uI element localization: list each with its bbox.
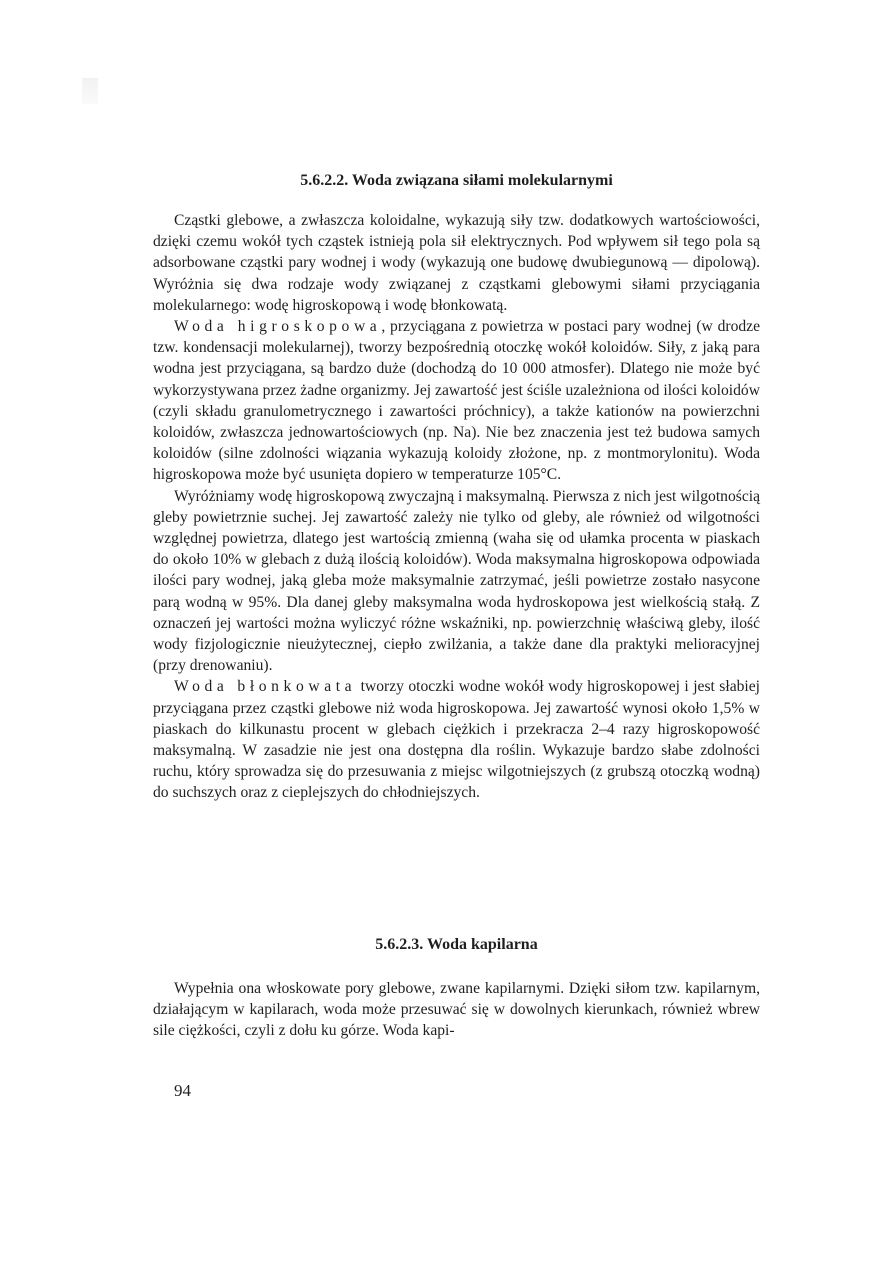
paragraph-intro: Cząstki glebowe, a zwłaszcza koloidalne, wykazują siły tzw. dodatkowych wartościowości, dzięki czemu wokół tych cząstek istnieją pola sił elektrycznych. Pod wpływem sił tego pola są adsorbowane cząstki pary wodnej i wody (wykazują one budowę dwubiegunową — dipolową). Wyróżnia się dwa rodzaje wody związanej z cząstkami glebowymi siłami przyciągania molekularnego: wodę higroskopową i wodę błonkowatą. xyxy=(153,212,760,314)
section-body-5-6-2-2 xyxy=(153,210,760,804)
term-spaced: Woda błonkowata xyxy=(174,678,357,696)
scan-artifact xyxy=(82,78,98,104)
paragraph-kapilarna: Wypełnia ona włoskowate pory glebowe, zwane kapilarnymi. Dzięki siłom tzw. kapilarnym, działającym w kapilarach, woda może przesuwać się w dowolnych kierunkach, również wbrew sile ciężkości, czyli z dołu ku górze. Woda kapi- xyxy=(153,980,760,1040)
term-spaced: Woda higroskopowa xyxy=(174,318,382,336)
paragraph-woda-higroskopowa xyxy=(153,316,760,486)
paragraph-higroskopowa-rodzaje: Wyróżniamy wodę higroskopową zwyczajną i maksymalną. Pierwsza z nich jest wilgotnością gleby powietrznie suchej. Jej zawartość zależy nie tylko od gleby, ale również od wilgotności względnej powietrza, dlatego jest wartością zmienną (waha się od ułamka procenta w piaskach do około 10% w glebach z dużą ilością koloidów). Woda maksymalna higroskopowa odpowiada ilości pary wodnej, jaką gleba może maksymalnie zatrzymać, jeśli powietrze zostało nasycone parą wodną w 95%. Dla danej gleby maksymalna woda hydroskopowa jest wielkością stałą. Z oznaczeń jej wartości można wyliczyć różne wskaźniki, np. powierzchnię właściwą gleby, ilość wody fizjologicznie nieużytecznej, ciepło zwilżania, a także dane dla praktyki melioracyjnej (przy drenowaniu). xyxy=(153,487,760,675)
section-heading-5-6-2-3: 5.6.2.3. Woda kapilarna xyxy=(375,936,538,953)
paragraph-text: tworzy otoczki wodne wokół wody higroskopowej i jest słabiej przyciągana przez cząstki glebowe niż woda higroskopowa. Jej zawartość wynosi około 1,5% w piaskach do kilkunastu procent w glebach ciężkich i przekracza 2–4 razy higroskopowość maksymalną. W zasadzie nie jest ona dostępna dla roślin. Wykazuje bardzo słabe zdolności ruchu, który sprowadza się do przesuwania z miejsc wilgotniejszych (z grubszą otoczką wodną) do suchszych oraz z cieplejszych do chłodniejszych. xyxy=(153,678,760,802)
section-heading-5-6-2-2: 5.6.2.2. Woda związana siłami molekularnymi xyxy=(300,172,613,189)
page-number: 94 xyxy=(174,1081,191,1100)
section-body-5-6-2-3 xyxy=(153,978,760,1042)
paragraph-woda-blonkowata xyxy=(153,676,760,803)
paragraph-text: , przyciągana z powietrza w postaci pary wodnej (w drodze tzw. kondensacji molekularnej), tworzy bezpośrednią otoczkę wokół koloidów. Siły, z jaką para wodna jest przyciągana, są bardzo duże (dochodzą do 10 000 atmosfer). Dlatego nie może być wykorzystywana przez żadne organizmy. Jej zawartość jest ściśle uzależniona od ilości koloidów (czyli składu granulometrycznego i zawartości próchnicy), a także kationów na powierzchni koloidów, zwłaszcza jednowartościowych (np. Na). Nie bez znaczenia jest też budowa samych koloidów (silne zdolności wiązania wykazują koloidy złożone, np. z montmorylonitu). Woda higroskopowa może być usunięta dopiero w temperaturze 105°C. xyxy=(153,318,760,484)
